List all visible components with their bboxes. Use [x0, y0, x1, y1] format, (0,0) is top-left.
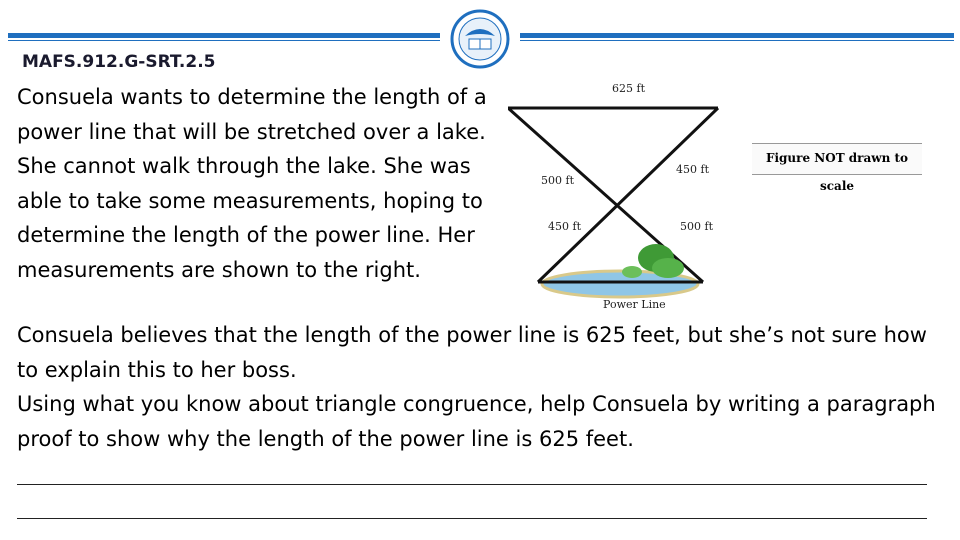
header-bar-left — [8, 33, 440, 38]
paragraph-belief: Consuela believes that the length of the power line is 625 feet, but she’s not sure how to explain this to her boss. — [17, 323, 927, 382]
bowtie-triangles-figure — [508, 78, 928, 310]
label-lower-left: 450 ft — [548, 220, 581, 233]
figure-scale-note: Figure NOT drawn to scale — [752, 143, 922, 175]
label-power-line: Power Line — [603, 298, 666, 310]
answer-line-1[interactable] — [17, 484, 927, 485]
answer-line-2[interactable] — [17, 518, 927, 519]
label-upper-left: 500 ft — [541, 174, 574, 187]
paragraph-task: Using what you know about triangle congruence, help Consuela by writing a paragraph proof to show why the length of the power line is 625 feet. — [17, 392, 936, 451]
header-bar-right — [520, 33, 954, 38]
label-top: 625 ft — [612, 82, 645, 95]
intro-paragraph: Consuela wants to determine the length of a power line that will be stretched over a lake. She cannot walk through the lake. She was able to take some measurements, hoping to determine the length of the power line. Her measurements are shown to the right. — [17, 85, 487, 282]
label-upper-right: 450 ft — [676, 163, 709, 176]
header-rule-right — [520, 40, 954, 41]
header-rule-left — [8, 40, 440, 41]
standard-code: MAFS.912.G-SRT.2.5 — [22, 52, 216, 72]
school-district-seal-logo — [445, 8, 515, 70]
label-lower-right: 500 ft — [680, 220, 713, 233]
